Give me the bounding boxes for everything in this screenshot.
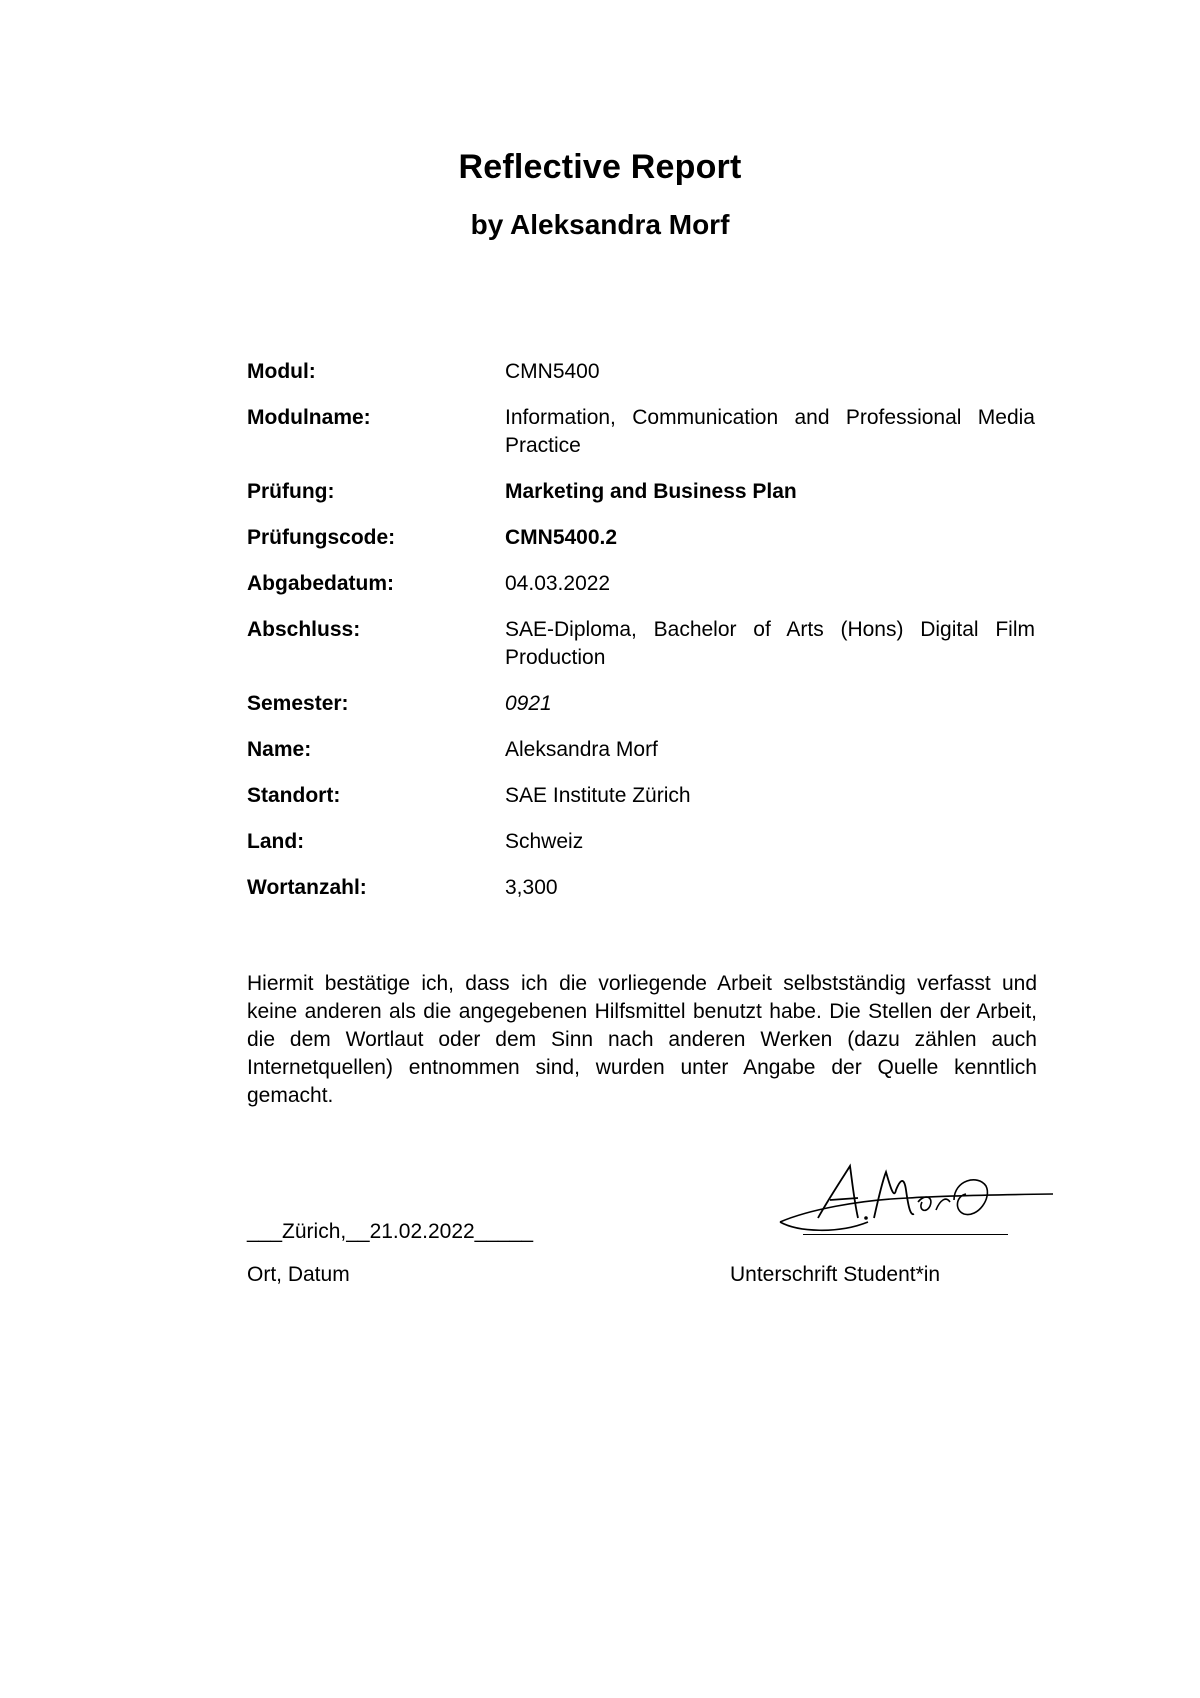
info-value: CMN5400.2	[505, 526, 618, 549]
info-row-abschluss	[247, 616, 1037, 672]
place-date-caption: Ort, Datum	[247, 1263, 350, 1286]
info-value: Information, Communication and Professional Media Practice	[505, 406, 1035, 457]
info-row-standort	[247, 782, 1037, 810]
info-value: SAE Institute Zürich	[505, 784, 691, 807]
info-row-semester	[247, 690, 1037, 718]
info-table	[247, 358, 1037, 920]
info-label: Prüfung:	[247, 480, 335, 503]
info-value: Aleksandra Morf	[505, 738, 658, 761]
info-row-pruefung	[247, 478, 1037, 506]
info-label: Abschluss:	[247, 618, 361, 641]
info-row-abgabedatum	[247, 570, 1037, 598]
info-row-modulname	[247, 404, 1037, 460]
info-label: Abgabedatum:	[247, 572, 394, 595]
signature-line	[803, 1234, 1008, 1235]
info-row-wortanzahl	[247, 874, 1037, 902]
info-value: 3,300	[505, 876, 558, 899]
signature-caption: Unterschrift Student*in	[730, 1263, 941, 1286]
info-row-land	[247, 828, 1037, 856]
info-row-modul	[247, 358, 1037, 386]
declaration-paragraph: Hiermit bestätige ich, dass ich die vorliegende Arbeit selbstständig verfasst und keine anderen als die angegebenen Hilfsmittel benutzt habe. Die Stellen der Arbeit, die dem Wortlaut oder dem Sinn nach anderen Werken (dazu zählen auch Internetquellen) entnommen sind, wurden unter Angabe der Quelle kenntlich gemacht.	[247, 972, 1037, 1107]
handwritten-signature	[778, 1160, 1058, 1240]
info-value: SAE-Diploma, Bachelor of Arts (Hons) Digital Film Production	[505, 618, 1035, 669]
info-row-name	[247, 736, 1037, 764]
info-label: Prüfungscode:	[247, 526, 396, 549]
info-label: Wortanzahl:	[247, 876, 367, 899]
info-label: Modulname:	[247, 406, 371, 429]
info-row-pruefungscode	[247, 524, 1037, 552]
report-title: Reflective Report	[458, 148, 742, 186]
info-value: 0921	[505, 692, 552, 715]
info-label: Land:	[247, 830, 305, 853]
info-value: Schweiz	[505, 830, 584, 853]
info-label: Standort:	[247, 784, 341, 807]
info-value: CMN5400	[505, 360, 600, 383]
info-value: Marketing and Business Plan	[505, 480, 797, 503]
info-label: Name:	[247, 738, 312, 761]
report-author: by Aleksandra Morf	[470, 209, 730, 240]
place-date-field: ___Zürich,__21.02.2022_____	[247, 1220, 534, 1243]
info-value: 04.03.2022	[505, 572, 611, 595]
info-label: Modul:	[247, 360, 316, 383]
info-label: Semester:	[247, 692, 349, 715]
